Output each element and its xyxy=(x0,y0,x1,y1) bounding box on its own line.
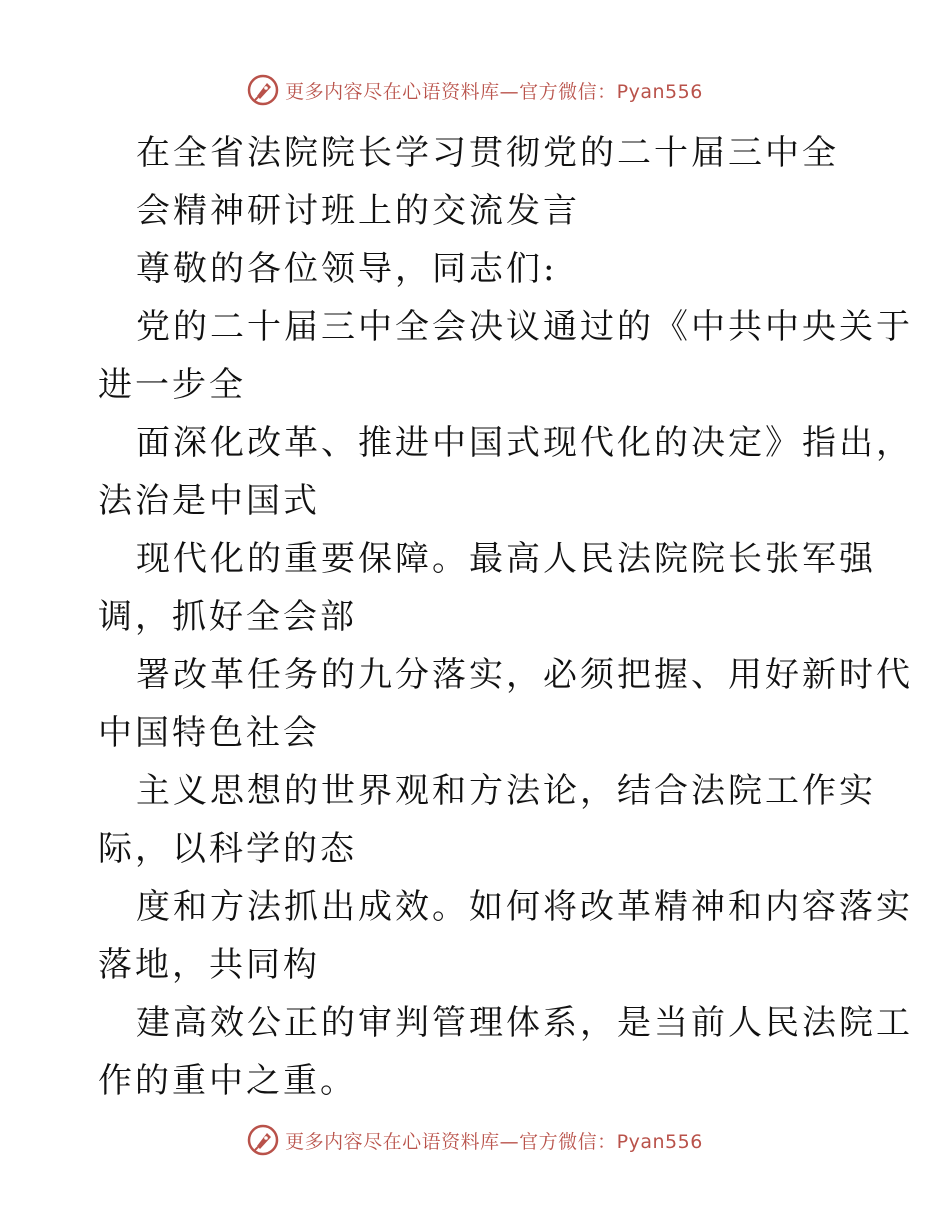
pen-nib-icon xyxy=(247,74,279,106)
paragraph-line: 际，以科学的态 xyxy=(98,829,357,869)
paragraph-line: 进一步全 xyxy=(98,365,246,405)
paragraph-line: 法治是中国式 xyxy=(98,481,320,521)
watermark-text: 更多内容尽在心语资料库—官方微信：Pyan556 xyxy=(285,1130,703,1153)
paragraph-line: 面深化改革、推进中国式现代化的决定》指出， xyxy=(136,423,913,463)
footer-watermark xyxy=(0,1122,950,1158)
header-watermark xyxy=(0,72,950,108)
title-line-2: 会精神研讨班上的交流发言 xyxy=(136,191,580,231)
paragraph-line: 建高效公正的审判管理体系，是当前人民法院工 xyxy=(136,1003,913,1043)
paragraph-line: 度和方法抓出成效。如何将改革精神和内容落实 xyxy=(136,887,913,927)
paragraph-line: 作的重中之重。 xyxy=(98,1061,357,1101)
paragraph-line: 党的二十届三中全会决议通过的《中共中央关于 xyxy=(136,307,913,347)
title-line-1: 在全省法院院长学习贯彻党的二十届三中全 xyxy=(136,133,839,173)
document-body xyxy=(98,124,913,1110)
paragraph-line: 落地，共同构 xyxy=(98,945,320,985)
salutation: 尊敬的各位领导，同志们: xyxy=(136,249,558,289)
watermark-text: 更多内容尽在心语资料库—官方微信：Pyan556 xyxy=(285,80,703,103)
paragraph-line: 现代化的重要保障。最高人民法院院长张军强 xyxy=(136,539,876,579)
paragraph-line: 主义思想的世界观和方法论，结合法院工作实 xyxy=(136,771,876,811)
paragraph-line: 署改革任务的九分落实，必须把握、用好新时代 xyxy=(136,655,913,695)
paragraph-line: 中国特色社会 xyxy=(98,713,320,753)
paragraph-line: 调，抓好全会部 xyxy=(98,597,357,637)
pen-nib-icon xyxy=(247,1124,279,1156)
